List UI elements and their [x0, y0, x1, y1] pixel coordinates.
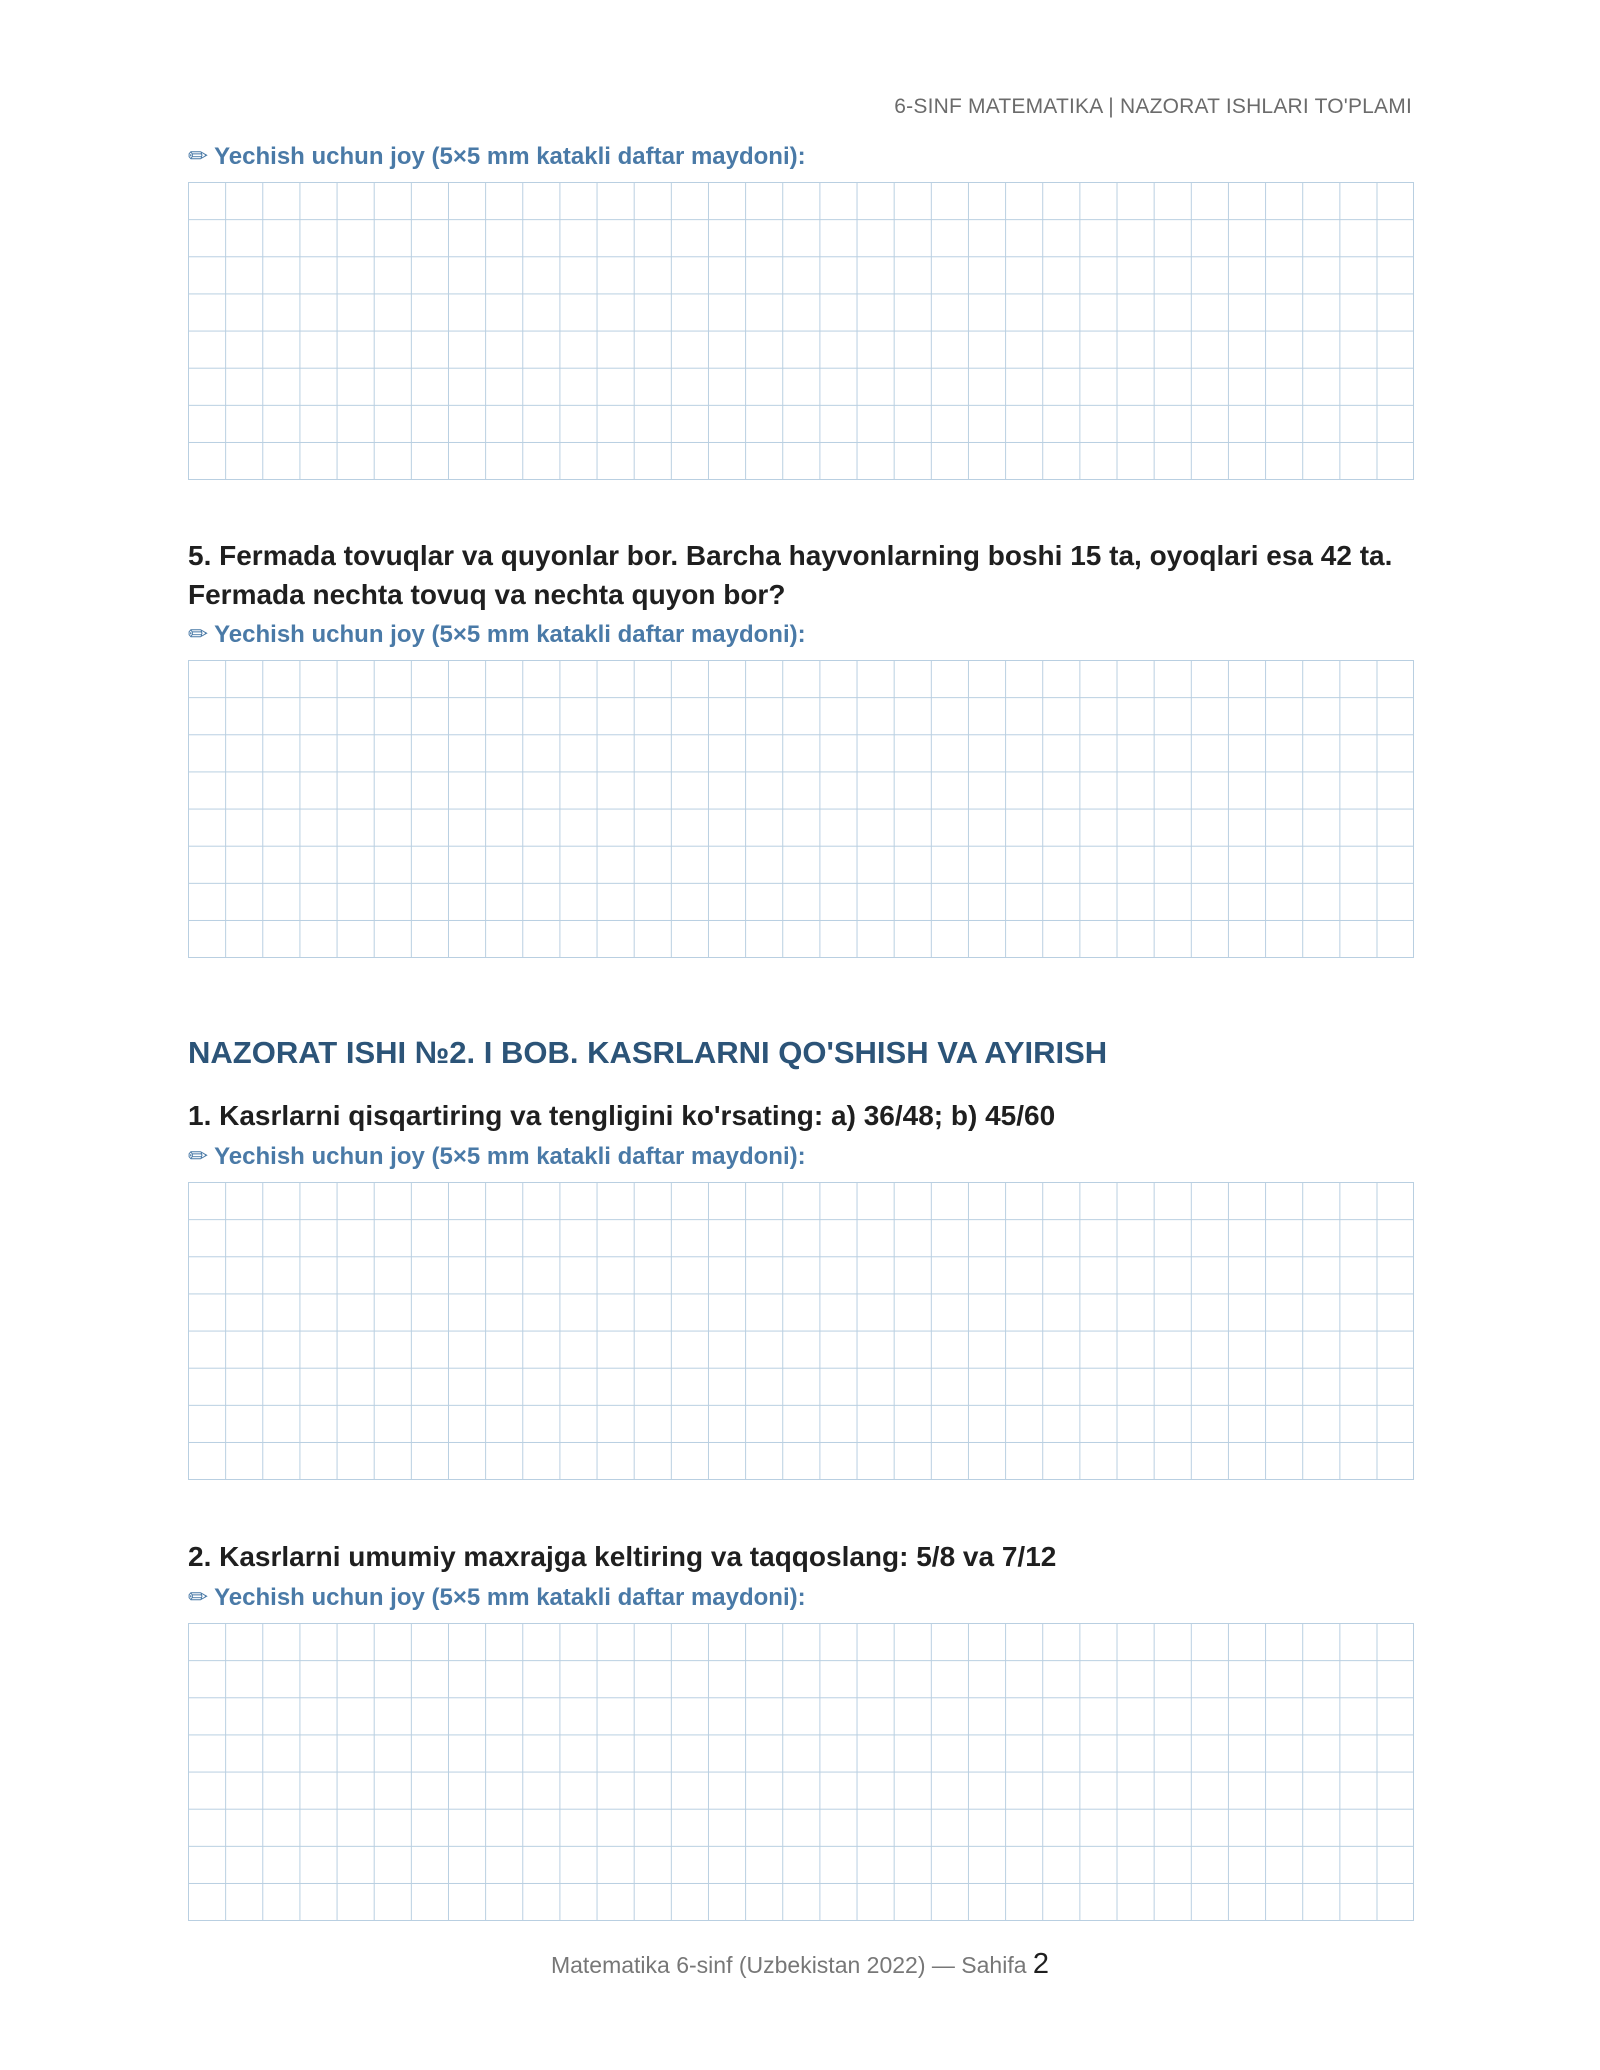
- task-1-text: 1. Kasrlarni qisqartiring va tengligini ko'rsating: a) 36/48; b) 45/60: [188, 1100, 1056, 1131]
- pencil-icon: ✏: [188, 1584, 209, 1611]
- solution-space-label-text: Yechish uchun joy (5×5 mm katakli daftar maydoni):: [214, 1584, 806, 1611]
- solution-space-label: [188, 1142, 806, 1171]
- pencil-icon: ✏: [188, 143, 209, 170]
- solution-space-label: [188, 1583, 806, 1612]
- section-title: NAZORAT ISHI №2. I BOB. KASRLARNI QO'SHISH VA AYIRISH: [188, 1035, 1108, 1070]
- pencil-icon: ✏: [188, 621, 209, 648]
- footer-text: Matematika 6-sinf (Uzbekistan 2022) — Sahifa: [550, 1952, 1027, 1978]
- pencil-icon: ✏: [188, 1143, 209, 1170]
- solution-space-label: [188, 142, 806, 171]
- page-number: 2: [1032, 1948, 1050, 1980]
- solution-grid[interactable]: [188, 660, 1414, 958]
- solution-space-label-text: Yechish uchun joy (5×5 mm katakli daftar maydoni):: [214, 1143, 806, 1170]
- task-5-text: 5. Fermada tovuqlar va quyonlar bor. Barcha hayvonlarning boshi 15 ta, oyoqlari esa 42 ta. Fermada nechta tovuq va nechta quyon bor?: [188, 540, 1393, 610]
- solution-grid[interactable]: [188, 1623, 1414, 1921]
- solution-space-label: [188, 620, 806, 649]
- task-2-text: 2. Kasrlarni umumiy maxrajga keltiring va taqqoslang: 5/8 va 7/12: [188, 1541, 1057, 1572]
- solution-grid[interactable]: [188, 1182, 1414, 1480]
- page-footer: [0, 1948, 1600, 1981]
- solution-space-label-text: Yechish uchun joy (5×5 mm katakli daftar maydoni):: [214, 143, 806, 170]
- solution-space-label-text: Yechish uchun joy (5×5 mm katakli daftar maydoni):: [214, 621, 806, 648]
- solution-grid[interactable]: [188, 182, 1414, 480]
- running-header: 6-SINF MATEMATIKA | NAZORAT ISHLARI TO'PLAMI: [894, 95, 1412, 118]
